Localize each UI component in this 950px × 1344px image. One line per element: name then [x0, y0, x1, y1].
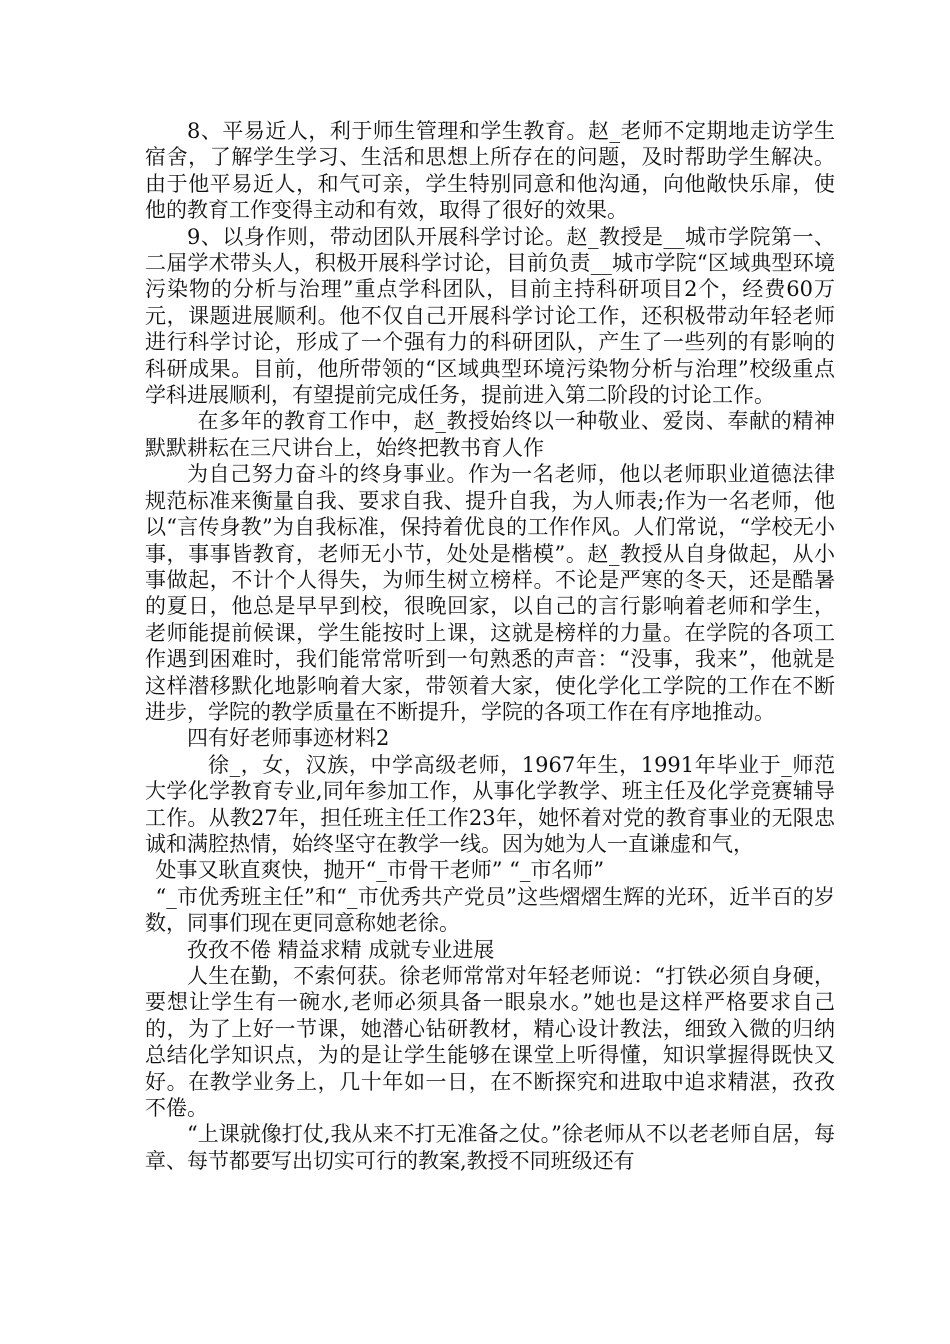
paragraph-14: “_市优秀班主任”和“_市优秀共产党员”这些熠熠生辉的光环，近半百的岁数，同事们现在更同意称她老徐。	[145, 884, 835, 936]
paragraph-16: “上课就像打仗,我从来不打无准备之仗。”徐老师从不以老老师自居，每章、每节都要写出切实可行的教案,教授不同班级还有	[145, 1122, 835, 1173]
section-title-2: 四有好老师事迹材料2	[187, 726, 390, 751]
paragraph-9: 9、以身作则，带动团队开展科学讨论。赵_教授是__城市学院第一、二届学术带头人，积极开展科学讨论，目前负责__城市学院“区域典型环境污染物的分析与治理”重点学科团队，目前主持科研项目2个，经费60万元，课题进展顺利。他不仅自己开展科学讨论工作，还积极带动年轻老师进行科学讨论，形成了一个强有力的科研团队，产生了一些列的有影响的科研成果。目前，他所带领的“区域典型环境污染物分析与治理”校级重点学科进展顺利，有望提前完成任务，提前进入第二阶段的讨论工作。	[145, 224, 835, 408]
document-page	[145, 118, 835, 1174]
paragraph-12: 徐_，女，汉族，中学高级老师，1967年生，1991年毕业于_师范大学化学教育专业,同年参加工作，从事化学教学、班主任及化学竞赛辅导工作。从教27年，担任班主任工作23年，她怀着对党的教育事业的无限忠诚和满腔热情，始终坚守在教学一线。因为她为人一直谦虚和气，	[145, 752, 835, 856]
subtitle-1: 孜孜不倦 精益求精 成就专业进展	[187, 937, 495, 962]
paragraph-11: 为自己努力奋斗的终身事业。作为一名老师，他以老师职业道德法律规范标准来衡量自我、要求自我、提升自我，为人师表;作为一名老师，他以“言传身教”为自我标准，保持着优良的工作作风。人们常说，“学校无小事，事事皆教育，老师无小节，处处是楷模”。赵_教授从自身做起，从小事做起，不计个人得失，为师生树立榜样。不论是严寒的冬天，还是酷暑的夏日，他总是早早到校，很晚回家，以自己的言行影响着老师和学生，老师能提前候课，学生能按时上课，这就是榜样的力量。在学院的各项工作遇到困难时，我们能常常听到一句熟悉的声音：“没事，我来”，他就是这样潜移默化地影响着大家，带领着大家，使化学化工学院的工作在不断进步，学院的教学质量在不断提升，学院的各项工作在有序地推动。	[145, 462, 835, 724]
paragraph-10: 在多年的教育工作中，赵_教授始终以一种敬业、爱岗、奉献的精神默默耕耘在三尺讲台上，始终把教书育人作	[145, 409, 835, 460]
paragraph-8: 8、平易近人，利于师生管理和学生教育。赵_老师不定期地走访学生宿舍，了解学生学习、生活和思想上所存在的问题，及时帮助学生解决。由于他平易近人，和气可亲，学生特别同意和他沟通，向他敞快乐扉，使他的教育工作变得主动和有效，取得了很好的效果。	[145, 119, 835, 223]
paragraph-15: 人生在勤，不索何获。徐老师常常对年轻老师说：“打铁必须自身硬，要想让学生有一碗水,老师必须具备一眼泉水。”她也是这样严格要求自己的，为了上好一节课，她潜心钻研教材，精心设计教法，细致入微的归纳总结化学知识点，为的是让学生能够在课堂上听得懂，知识掌握得既快又好。在教学业务上，几十年如一日，在不断探究和进取中追求精湛，孜孜不倦。	[145, 964, 835, 1121]
paragraph-13: 处事又耿直爽快，抛开“_市骨干老师” “_市名师”	[155, 858, 605, 883]
